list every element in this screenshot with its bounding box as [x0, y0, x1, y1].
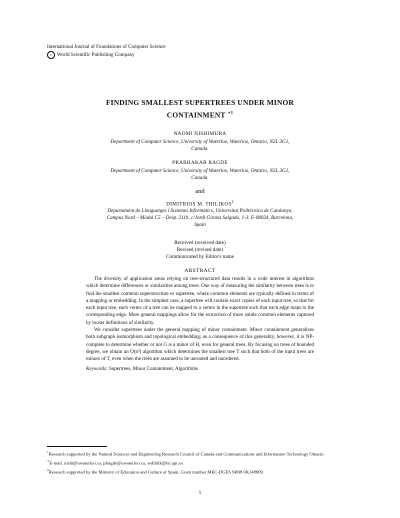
affiliation-1-line-2: Canada.	[191, 146, 209, 152]
publisher-name: World Scientific Publishing Company	[57, 52, 135, 59]
abstract-heading: ABSTRACT	[184, 268, 216, 274]
title-line-2-text: CONTAINMENT	[166, 110, 226, 120]
footnotes	[47, 449, 353, 475]
keywords-list: Supertrees, Minor Containment, Algorithms	[108, 365, 198, 372]
author-affiliation-2	[60, 168, 340, 182]
footnote-email-text: E-mail: nishi@uwaterloo.ca, plragde@uwaterloo.ca, sedthilk@lsi.upc.es	[49, 460, 184, 466]
submission-dates	[40, 240, 360, 262]
footnote-1-text: Research supported by the Natural Sciences and Engineering Research Council of Canada and Communications and Information Technology Ontario.	[48, 451, 325, 457]
footnote-1	[47, 449, 353, 458]
author-name-3	[40, 200, 360, 208]
affiliation-3-line-2: Campus Nord – Mòdul C5 – Desp. 211b, c/Jordi Girona Salgado, 1-3. E-08034, Barcelona,	[106, 215, 294, 221]
affiliation-1-line-1: Department of Computer Science, University of Waterloo, Waterloo, Ontario, N2L 3G1,	[110, 139, 290, 145]
footnote-1-mark: 1	[47, 450, 49, 454]
footnote-2-mark: 2	[47, 467, 49, 472]
keywords-line	[86, 366, 314, 373]
communicated-by: Communicated by Editor's name	[166, 254, 234, 261]
abstract-paragraph-2: We consider supertrees under the general mapping of minor containment. Minor containment generalizes both subgraph isomorphism and topological embedding; as a consequence of this generality, however, it is NP-complete to determine whether or not G is a minor of H, even for general trees. By focusing on trees of bounded degree, we obtain an O(n³) algorithm which determines the smallest tree T such that both of the input trees are minors of T, even when the trees are assumed to be unrooted and unordered.	[86, 327, 314, 363]
footnote-2-text: Research supported by the Ministry of Education and Culture of Spain, Grant number MEC-DGES SB98 0K148809.	[48, 469, 264, 475]
abstract-body	[86, 276, 314, 373]
title-line-1: FINDING SMALLEST SUPERTREES UNDER MINOR	[105, 98, 295, 107]
author-name-1: NAOMI NISHIMURA	[173, 131, 227, 137]
affiliation-2-line-1: Department of Computer Science, University of Waterloo, Waterloo, Ontario, N2L 3G1,	[110, 168, 290, 174]
revised-date: Revised (revised date)	[176, 247, 224, 254]
copyright-icon: c	[47, 51, 55, 59]
affiliation-2-line-2: Canada.	[191, 175, 209, 181]
title-line-2	[40, 108, 360, 120]
page-number: 1	[198, 490, 202, 496]
author-affiliation-3	[50, 208, 350, 229]
footnote-divider	[47, 446, 107, 447]
received-date: Received (received date)	[174, 240, 226, 246]
title-footnote-marks: ∗1	[227, 110, 234, 115]
footnote-2	[47, 467, 353, 476]
author-affiliation-1	[60, 139, 340, 153]
footnote-email	[47, 458, 353, 467]
and-separator: and	[195, 188, 205, 195]
author-name-2: PRABHAKAR RAGDE	[172, 160, 228, 166]
journal-header	[47, 44, 166, 59]
affiliation-3-line-1: Departament de Llenguatges i Sistemes Informàtics, Universitat Politècnica de Catalunya,	[107, 208, 293, 214]
abstract-paragraph-1: The diversity of application areas relying on tree-structured data results in a wide interest in algorithms which determine differences or similarities among trees. One way of measuring the similarity between trees is to find the smallest common superstructure or supertree, where common elements are typically defined in terms of a mapping or embedding. In the simplest case, a supertree will contain exact copies of each input tree, so that for each input tree, each vertex of a tree can be mapped to a vertex in the supertree such that each edge maps to the corresponding edge. More general mappings allow for the extraction of more subtle common elements captured by looser definitions of similarity.	[86, 276, 314, 326]
publisher-line	[47, 51, 166, 59]
affiliation-3-line-3: Spain	[194, 222, 206, 228]
author-3-footnote-mark: 2	[231, 200, 234, 204]
keywords-label: Keywords:	[86, 365, 108, 372]
footnote-email-mark: ∗	[47, 458, 50, 463]
journal-name: International Journal of Foundations of Computer Science	[47, 44, 166, 50]
paper-title	[40, 98, 360, 120]
author-3-name-text: DIMITRIOS M. THILIKOS	[166, 201, 232, 208]
